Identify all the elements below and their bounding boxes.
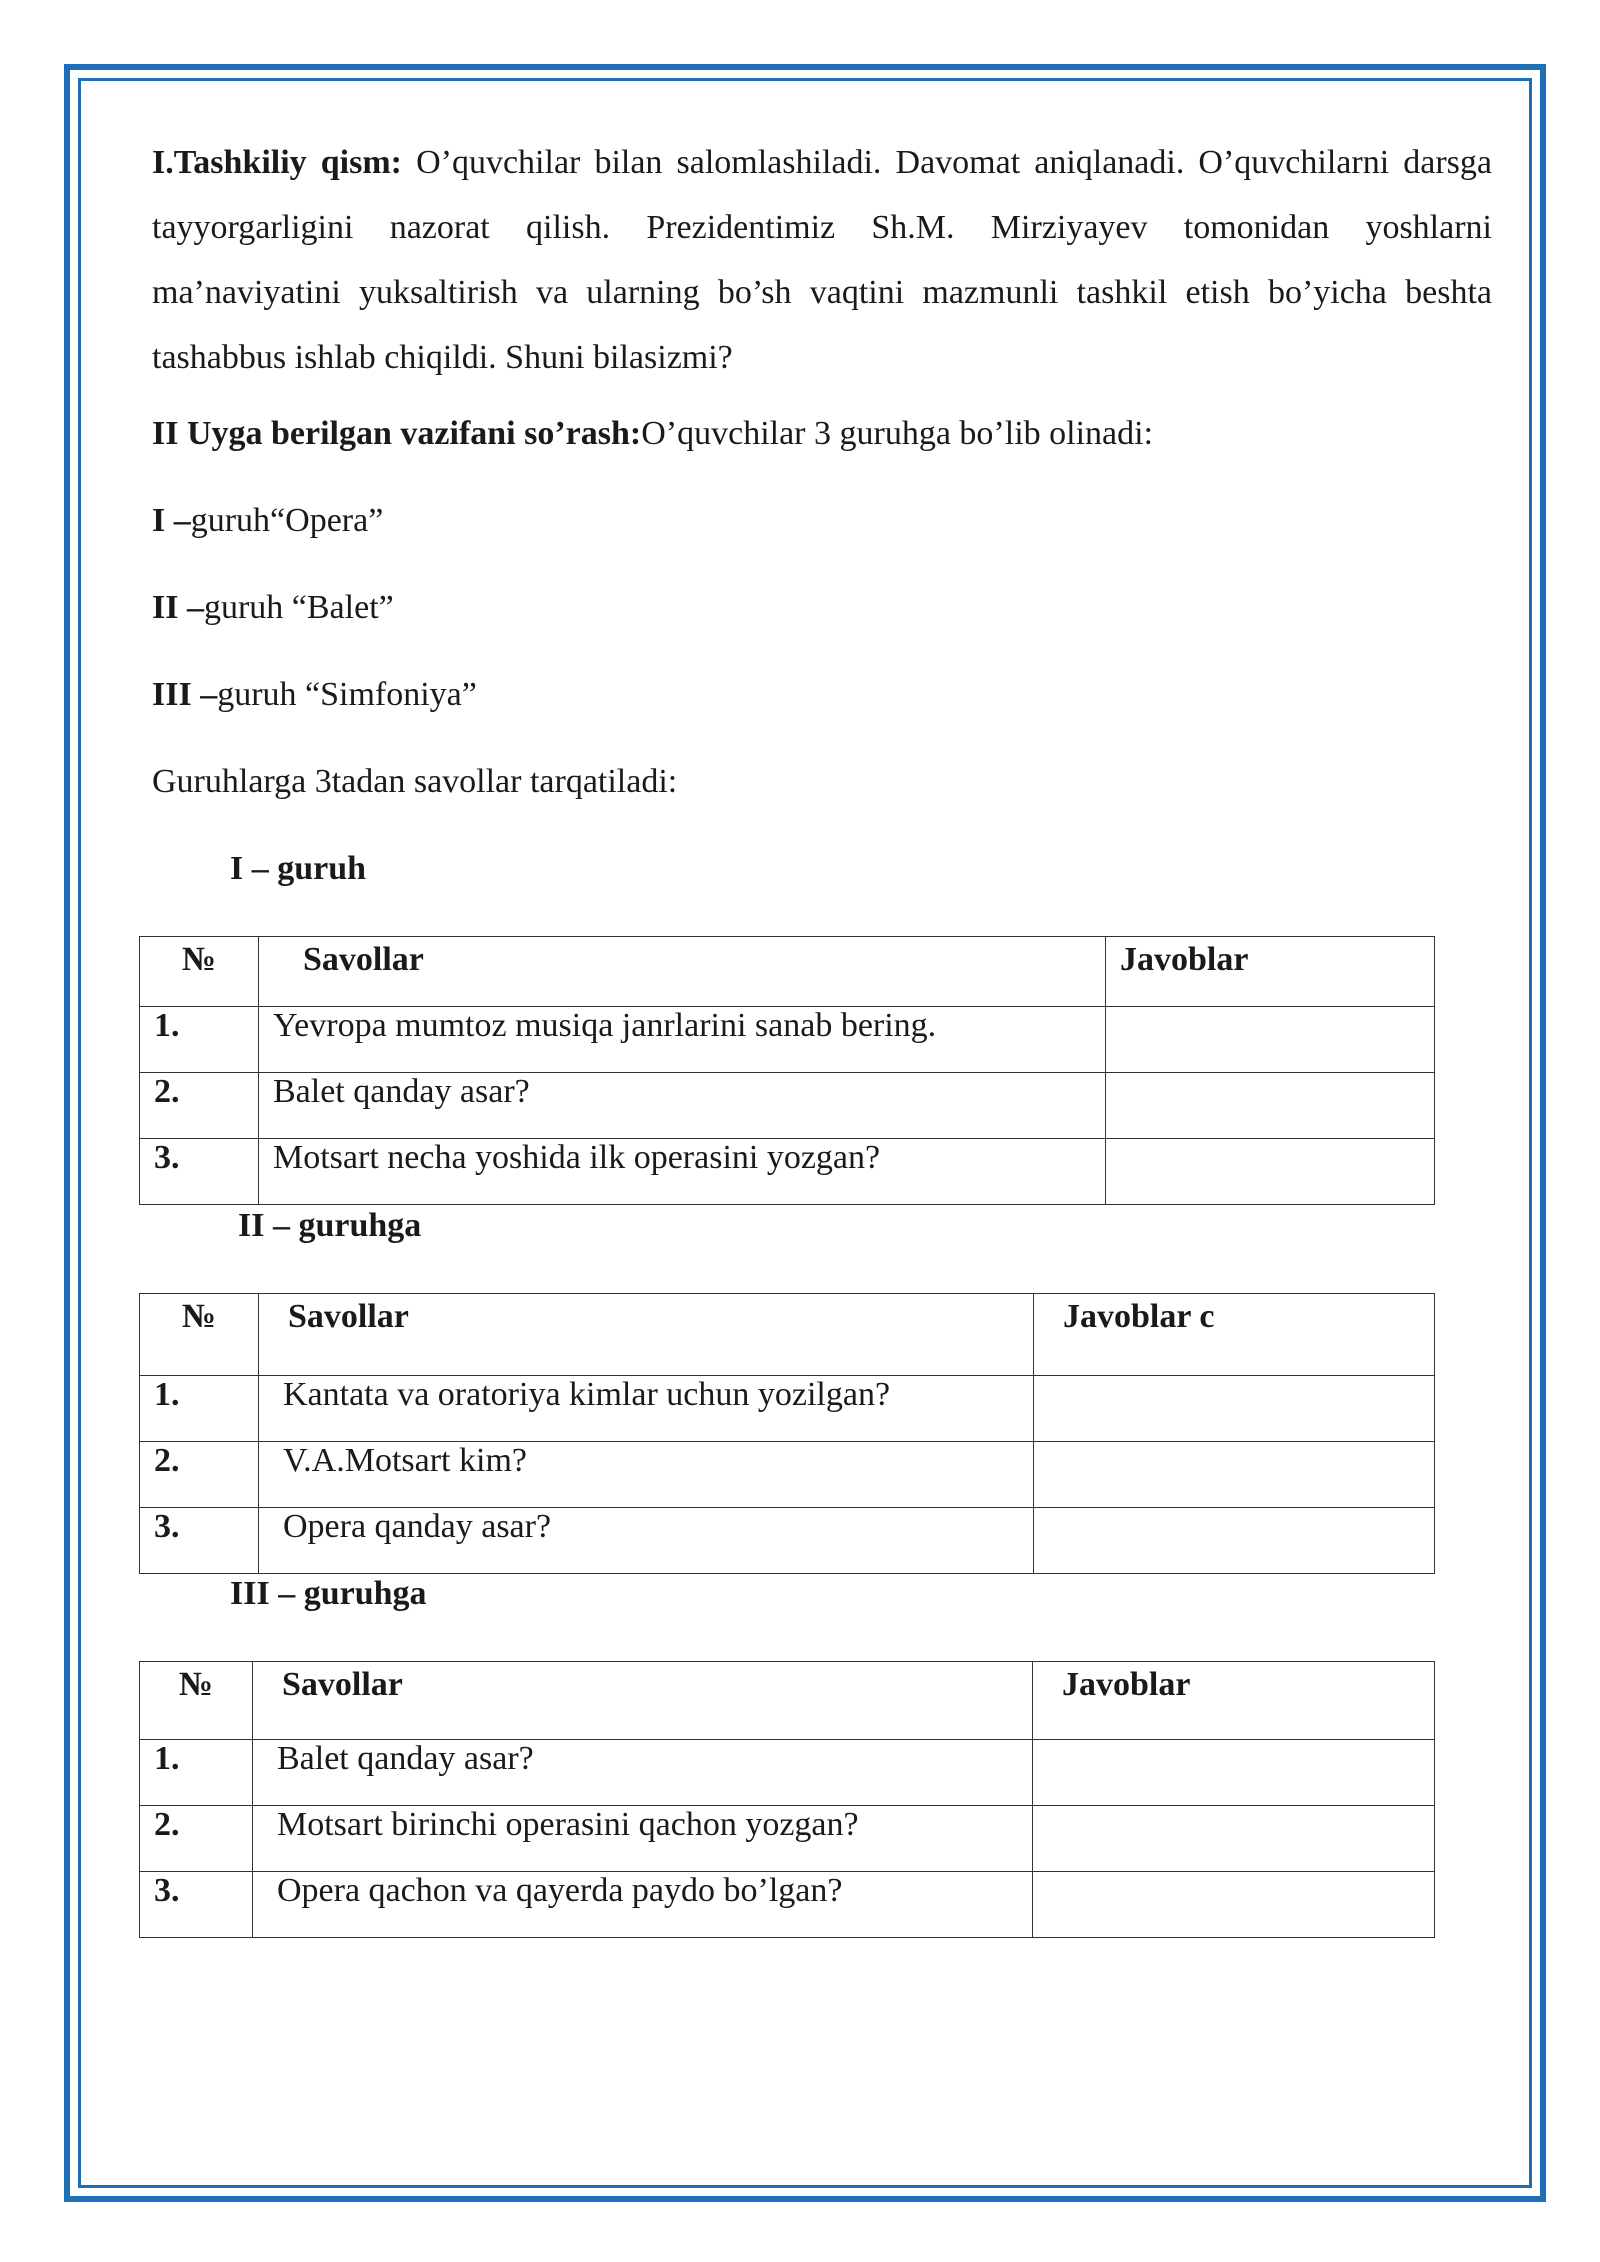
group-line-2-text: guruh “Balet” — [203, 589, 394, 626]
group-line-3 — [152, 675, 477, 715]
questions-table-1 — [139, 936, 1435, 1205]
answer-cell[interactable] — [1033, 1872, 1435, 1938]
answer-cell[interactable] — [1033, 1806, 1435, 1872]
group-line-3-text: guruh “Simfoniya” — [217, 676, 477, 713]
document-page — [152, 130, 1492, 1909]
header-answers: Javoblar c — [1034, 1294, 1435, 1376]
header-answers: Javoblar — [1033, 1662, 1435, 1740]
table-row — [140, 1806, 1435, 1872]
row-question: V.A.Motsart kim? — [259, 1442, 1034, 1508]
header-number: № — [140, 1294, 259, 1376]
row-question: Kantata va oratoriya kimlar uchun yozilgan? — [259, 1376, 1034, 1442]
answer-cell[interactable] — [1034, 1376, 1435, 1442]
row-number: 2. — [140, 1073, 259, 1139]
row-question: Yevropa mumtoz musiqa janrlarini sanab bering. — [259, 1007, 1106, 1073]
homework-label: II Uyga berilgan vazifani so’rash: — [152, 415, 642, 452]
row-number: 2. — [140, 1442, 259, 1508]
table-header-row — [140, 937, 1435, 1007]
questions-table-2 — [139, 1293, 1435, 1574]
table-row — [140, 1872, 1435, 1938]
header-questions: Savollar — [259, 1294, 1034, 1376]
table-2-title: II – guruhga — [238, 1207, 422, 1244]
table-header-row — [140, 1294, 1435, 1376]
table-row — [140, 1139, 1435, 1205]
group-line-3-numeral: III – — [152, 676, 218, 713]
row-number: 3. — [140, 1872, 253, 1938]
row-question: Opera qanday asar? — [259, 1508, 1034, 1574]
row-number: 3. — [140, 1139, 259, 1205]
table-3-title: III – guruhga — [230, 1575, 427, 1612]
row-number: 1. — [140, 1007, 259, 1073]
table-row — [140, 1376, 1435, 1442]
group-line-1-text: guruh“Opera” — [190, 502, 384, 539]
row-question: Opera qachon va qayerda paydo bo’lgan? — [253, 1872, 1033, 1938]
distribution-text: Guruhlarga 3tadan savollar tarqatiladi: — [152, 763, 678, 800]
answer-cell[interactable] — [1106, 1007, 1435, 1073]
header-questions: Savollar — [253, 1662, 1033, 1740]
header-questions: Savollar — [259, 937, 1106, 1007]
answer-cell[interactable] — [1034, 1442, 1435, 1508]
header-number: № — [140, 937, 259, 1007]
intro-label: I.Tashkiliy qism: — [152, 144, 402, 181]
row-question: Motsart necha yoshida ilk operasini yozgan? — [259, 1139, 1106, 1205]
answer-cell[interactable] — [1106, 1073, 1435, 1139]
row-number: 3. — [140, 1508, 259, 1574]
intro-paragraph — [152, 130, 1492, 390]
group-line-2 — [152, 588, 394, 628]
table-row — [140, 1073, 1435, 1139]
row-question: Balet qanday asar? — [253, 1740, 1033, 1806]
table-row — [140, 1740, 1435, 1806]
table-1-title: I – guruh — [230, 850, 367, 887]
row-number: 1. — [140, 1376, 259, 1442]
table-header-row — [140, 1662, 1435, 1740]
answer-cell[interactable] — [1033, 1740, 1435, 1806]
table-row — [140, 1442, 1435, 1508]
answer-cell[interactable] — [1106, 1139, 1435, 1205]
header-answers: Javoblar — [1106, 937, 1435, 1007]
row-question: Balet qanday asar? — [259, 1073, 1106, 1139]
intro-text: O’quvchilar bilan salomlashiladi. Davomat aniqlanadi. O’quvchilarni darsga tayyorgarligini nazorat qilish. Prezidentimiz Sh.M. Mirziyayev tomonidan yoshlarni ma’naviyatini yuksaltirish va ularning bo’sh vaqtini mazmunli tashkil etish bo’yicha beshta tashabbus ishlab chiqildi. Shuni bilasizmi? — [152, 144, 1492, 376]
group-line-1-numeral: I – — [152, 502, 191, 539]
answer-cell[interactable] — [1034, 1508, 1435, 1574]
homework-text: O’quvchilar 3 guruhga bo’lib olinadi: — [641, 415, 1154, 452]
row-number: 2. — [140, 1806, 253, 1872]
row-question: Motsart birinchi operasini qachon yozgan? — [253, 1806, 1033, 1872]
header-number: № — [140, 1662, 253, 1740]
group-line-2-numeral: II – — [152, 589, 204, 626]
questions-table-3 — [139, 1661, 1435, 1938]
row-number: 1. — [140, 1740, 253, 1806]
table-row — [140, 1508, 1435, 1574]
group-line-1 — [152, 501, 383, 541]
homework-paragraph — [152, 414, 1153, 454]
table-row — [140, 1007, 1435, 1073]
